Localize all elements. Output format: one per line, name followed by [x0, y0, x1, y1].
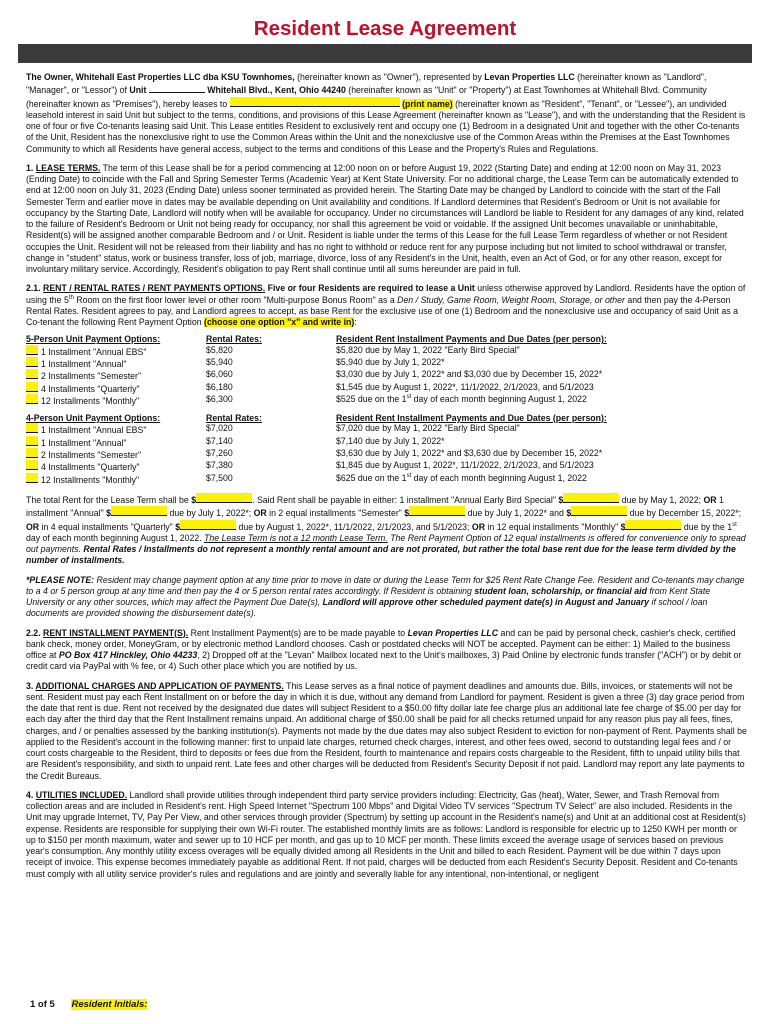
option-checkbox[interactable] [26, 369, 38, 379]
option-label: 1 Installment "Annual" [41, 437, 127, 448]
rate-cell: $7,500 [206, 472, 233, 483]
section-bold-text: Five or four Residents are required to lease a Unit [265, 283, 475, 294]
option-label: 4 Installments "Quarterly" [41, 383, 140, 394]
table-header: Resident Rent Installment Payments and Due Dates (per person): [336, 334, 607, 345]
table-row [26, 460, 748, 472]
section-2-1 [26, 283, 748, 328]
due-cell: $1,545 due by August 1, 2022*, 11/1/2022, 2/1/2023, and 5/1/2023 [336, 381, 594, 392]
table-row [26, 448, 748, 460]
due-text: $625 due on the 1 [336, 472, 407, 483]
rate-cell: $7,140 [206, 435, 233, 446]
superscript: st [406, 472, 412, 479]
option-checkbox[interactable] [26, 436, 38, 446]
section-body: and then pay the 4-Person Rental Rates. Resident agrees to pay, and Landlord agrees to accept, as base Rent for the exclusive use of one (1) Bedroom and the nonexclusive use and occupancy of said Unit as a Co-tenant the following Rent Payment Option [26, 294, 738, 327]
due-cell: $3,030 due by July 1, 2022* and $3,030 due by December 15, 2022* [336, 369, 603, 380]
rate-cell: $7,020 [206, 423, 233, 434]
landlord-name: Levan Properties LLC [484, 72, 575, 82]
option-checkbox[interactable] [26, 423, 38, 433]
table-row [26, 473, 748, 485]
total-text: in 12 equal installments "Monthly" [485, 521, 621, 532]
total-text: . Said Rent shall be payable in either: 1 installment "Annual Early Bird Special" [252, 495, 559, 506]
option-checkbox[interactable] [26, 357, 38, 367]
page-title: Resident Lease Agreement [253, 17, 517, 40]
option-checkbox[interactable] [26, 394, 38, 404]
total-text: due by the 1 [681, 521, 733, 532]
total-text: in 2 equal installments "Semester" [266, 508, 405, 519]
table-header: Rental Rates: [206, 334, 262, 345]
intro-paragraph [26, 72, 748, 155]
due-cell: $7,020 due by May 1, 2022 "Early Bird Special" [336, 423, 520, 434]
table-row [26, 357, 748, 369]
section-1 [26, 163, 748, 276]
section-heading: ADDITIONAL CHARGES AND APPLICATION OF PAYMENTS. [35, 680, 284, 691]
four-person-payment-table [26, 413, 748, 485]
due-cell: $7,140 due by July 1, 2022* [336, 435, 445, 446]
section-heading: RENT / RENTAL RATES / RENT PAYMENTS OPTIONS. [43, 283, 266, 294]
intro-text: (hereinafter known as "Resident", "Tenant", or "Lessee"), an undivided leasehold interest in said Unit but subject to the terms, conditions, and provisions of this Lease Agreement (hereinafter known as "Lease"), and with the understanding that the Resident is one of four or five Co-tenants leasing said Unit. This Lease entitles Resident to exclusively rent and occupy one (1) Bedroom in a designated Unit and together with the other Co-tenants of the Unit, Resident has the nonexclusive right to use the Common Areas within the Unit and the nonexclusive use of the Common Areas within the Premises at the East Townhomes Community to which all Residents have general access, subject to the terms and conditions of this Lease and the Property's Rules and Regulations. [26, 98, 746, 154]
section-number: 1. [26, 162, 36, 173]
table-header: 5-Person Unit Payment Options: [26, 334, 161, 345]
section-heading: UTILITIES INCLUDED. [35, 789, 128, 800]
or-label: OR [26, 521, 40, 532]
due-text: day of each month beginning August 1, 2022 [411, 394, 587, 405]
section-heading: RENT INSTALLMENT PAYMENT(S). [43, 627, 189, 638]
option-label: 2 Installments "Semester" [41, 371, 142, 382]
page-number: 1 of 5 [30, 999, 55, 1010]
section-body: Room on the first floor lower level or other room "Multi-purpose Bonus Room" as a [73, 294, 398, 305]
table-header-row [26, 413, 748, 423]
option-label: 12 Installments "Monthly" [41, 474, 140, 485]
semester-amount-2-field[interactable] [571, 506, 627, 516]
rate-cell: $6,060 [206, 369, 233, 380]
header-bar [18, 44, 752, 63]
total-text: day of each month beginning August 1, 2022. [26, 532, 205, 543]
section-body: and can be paid by personal check, cashier's check, certified bank check, money order, MoneyGram, or by electronic method Landlord chooses. Cash or postdated checks will NOT be accepted. Payment can be either: 1) Mailed to the business office at [26, 627, 736, 661]
option-checkbox[interactable] [26, 382, 38, 392]
section-number: 3. [26, 680, 36, 691]
option-label: 1 Installment "Annual EBS" [41, 346, 147, 357]
table-row [26, 369, 748, 381]
table-row [26, 436, 748, 448]
page-footer [30, 999, 147, 1010]
due-cell [336, 394, 748, 406]
option-label: 4 Installments "Quarterly" [41, 462, 140, 473]
superscript: st [732, 521, 737, 528]
option-label: 12 Installments "Monthly" [41, 396, 140, 407]
total-rent-field[interactable] [196, 493, 252, 503]
total-italic-text: The Rent Payment Option of 12 equal installments is offered for convenience only to spread out payments. [26, 532, 746, 555]
due-text: day of each month beginning August 1, 2022 [411, 472, 587, 483]
option-checkbox[interactable] [26, 473, 38, 483]
due-cell: $5,940 due by July 1, 2022* [336, 357, 445, 368]
section-body: , 2) Dropped off at the "Levan" Mailbox located next to the Unit's mailboxes, 3) Paid Online by electronic funds transfer ("ACH") or by debit or credit card via PayPal with % fee, or 4) Such other place which you are notified by us. [26, 650, 742, 672]
section-number: 2.2. [26, 627, 44, 638]
section-number: 2.1. [26, 283, 44, 294]
lease-body [26, 72, 748, 888]
note-bold-text: Landlord will approve other scheduled payment date(s) in August and January [322, 597, 650, 608]
rate-cell: $7,380 [206, 460, 233, 471]
mailing-address: PO Box 417 Hinckley, Ohio 44233 [58, 650, 198, 661]
payee-name: Levan Properties LLC [407, 627, 499, 638]
or-label: OR [471, 521, 486, 532]
table-header: Resident Rent Installment Payments and Due Dates (per person): [336, 412, 607, 423]
superscript: th [68, 294, 74, 301]
due-text: $525 due on the 1 [336, 394, 407, 405]
option-checkbox[interactable] [26, 345, 38, 355]
quarterly-amount-field[interactable] [180, 520, 236, 530]
due-cell: $1,845 due by August 1, 2022*, 11/1/2022, 2/1/2023, and 5/1/2023 [336, 460, 594, 471]
unit-number-field[interactable] [149, 83, 205, 93]
owner-name: The Owner, Whitehall East Properties LLC dba KSU Townhomes, [26, 72, 295, 82]
total-text: in 4 equal installments "Quarterly" [39, 521, 176, 532]
option-label: 2 Installments "Semester" [41, 449, 142, 460]
due-cell [336, 473, 748, 485]
section-italic-text: Den / Study, Game Room, Weight Room, Storage, or other [397, 294, 625, 305]
section-number: 4. [26, 789, 36, 800]
unit-label: Unit [129, 85, 147, 96]
table-row [26, 423, 748, 435]
lease-term-note: The Lease Term is not a 12 month Lease Term. [204, 532, 388, 543]
unit-address: Whitehall Blvd., Kent, Ohio 44240 [207, 85, 346, 96]
total-text: due by May 1, 2022; [619, 495, 704, 506]
note-bold-text: student loan, scholarship, or financial aid [474, 585, 647, 596]
note-text: if school / loan documents are provided showing the disbursement date(s). [26, 597, 708, 619]
intro-text: (hereinafter known as "Owner"), represented by [294, 72, 485, 82]
total-text: due by July 1, 2022*; [167, 508, 254, 519]
choose-option-instruction: (choose one option "x" and write in) [204, 317, 355, 327]
total-text: due by December 15, 2022*; [627, 508, 742, 519]
print-name-label: (print name) [402, 98, 453, 109]
option-checkbox[interactable] [26, 448, 38, 458]
resident-initials-field[interactable]: Resident Initials: [71, 999, 148, 1010]
table-row [26, 345, 748, 357]
total-text: The total Rent for the Lease Term shall be [26, 495, 192, 506]
section-body: Landlord shall provide utilities through independent third party service providers including: Electricity, Gas (heat), Water, Sewer, and Trash Removal from collection areas and are included in Resident's rent. High Speed Internet "Spectrum 100 Mbps" and Digital Video TV services "Spectrum TV Select" are also included. Residents in the Unit may upgrade Internet, TV, Pay Per View, and other services through provider (Spectrum) by setting up account in the Resident's name(s) and Unit at an additional cost at Resident(s) expense. Residents are responsible for supplying their own Wi-Fi router. The established monthly limits are as follows: Landlord is responsible for electric up to 1250 KWH per month or up to $150 per month maximum, water and sewer up to 10 HCF per month, and gas up to 10 MCF per month. These limits exceed the average usage of services based on previous year's consumption. Any monthly utility excess overages will be equally divided among all Residents in the Unit and billed to each Resident. Payment will be due within 7 days upon receipt of invoice. This expense becomes immediately payable as additional Rent. If not paid, charges will be deducted from each Resident's Security Deposit. Resident and Co-tenants must comply with all utility service provider's rules and regulations and are jointly and severally liable for any intentional, non-intentional, or negligent [26, 789, 746, 879]
due-cell: $5,820 due by May 1, 2022 "Early Bird Special" [336, 344, 520, 355]
rate-cell: $6,300 [206, 394, 233, 405]
or-label: OR [703, 495, 717, 506]
note-text: Resident may change payment option at any time prior to move in date or during the Lease Term for $25 Rent Rate Change Fee. Resident and Co-tenants may change to a 4 or 5 person group at any time and then pay the 4 or 5 person rental rates accordingly. If Resident is obtaining [26, 574, 745, 596]
total-text: 1 installment "Annual" [26, 495, 724, 519]
please-note-paragraph [26, 575, 748, 620]
table-row [26, 382, 748, 394]
punctuation: : [354, 317, 357, 327]
semester-amount-1-field[interactable] [409, 506, 465, 516]
intro-text: (hereinafter known as "Landlord", "Manager", or "Lessor") of [26, 72, 707, 96]
ebs-amount-field[interactable] [563, 493, 619, 503]
rate-cell: $6,180 [206, 381, 233, 392]
section-3 [26, 681, 748, 782]
section-2-2 [26, 628, 748, 673]
table-header: 4-Person Unit Payment Options: [26, 412, 161, 423]
total-text: due by July 1, 2022* and [465, 508, 567, 519]
superscript: st [406, 394, 412, 401]
five-person-payment-table [26, 334, 748, 406]
total-rent-paragraph: The total Rent for the Lease Term shall be $ . Said Rent shall be payable in either: 1 installment "Annual Early Bird Special" $ due by May 1, 2022; OR 1 installment "Annual" $ due by July 1, 2022*; OR in 2 equal installments "Semester" $ due by July 1, 2022* and $ due by December 15, 2022*; OR in 4 equal installments "Quarterly" $ due by August 1, 2022*, 11/1/2022, 2/1/2023, and 5/1/2023; OR in 12 equal installments "Monthly" $ due by the 1st day of each month beginning August 1, 2022. The Lease Term is not a 12 month Lease Term. The Rent Payment Option of 12 equal installments is offered for convenience only to spread out payments. Rental Rates / Installments do not represent a monthly rental amount and are not prorated, but rather the total base rent due for the lease term divided by the number of installments. [26, 495, 746, 566]
or-label: OR [253, 508, 267, 519]
total-text: due by August 1, 2022*, 11/1/2022, 2/1/2023, and 5/1/2023; [236, 521, 472, 532]
section-body: Rent Installment Payment(s) are to be made payable to [188, 627, 408, 638]
rate-cell: $5,820 [206, 344, 233, 355]
total-bold-italic-text: Rental Rates / Installments do not represent a monthly rental amount and are not prorated, but rather the total base rent due for the lease term divided by the number of installments. [26, 544, 736, 566]
option-label: 1 Installment "Annual" [41, 359, 127, 370]
option-checkbox[interactable] [26, 460, 38, 470]
note-text: from Kent State University or any other sources, which may affect the Payment Due Date(s), [26, 585, 711, 608]
section-body: This Lease serves as a final notice of payment deadlines and amounts due. Bills, invoices, or statements will not be sent. Resident must pay each Rent Installment on or before the day in which it is due, without any demand from Landlord for payment. Resident is given a three (3) day grace period from the date that rent is due. Rent not received by the designated due dates will subject Resident to a $50.00 fifty dollar late fee charge plus an additional late fee charge of $5.00 per day for each day after the third day that the Rent Installment remains unpaid. An additional charge of $50.00 shall be paid for all checks returned unpaid for any reason plus pay all fees, fines, charges, and / or penalties assessed by the banking institution(s). Payments not made by the due dates may also subject Resident to eviction for non-payment of Rent. Payments shall be applied to the Resident's account in the following manner: first to unpaid late charges, returned check charges, interest, and other fees owed, second to outstanding legal fees and / or court costs chargeable to the Resident, third to deposits or fees due from the Resident, fourth to maintenance and repairs costs chargeable to the Resident, fifth to unpaid utility bills that are Resident's responsibility, and sixth to unpaid rent. Late fees and other charges will be deducted from Resident's Security Deposit if not paid. Landlord may report any late payments to the Credit Bureaus. [26, 680, 747, 781]
rate-cell: $7,260 [206, 447, 233, 458]
section-body: unless otherwise approved by Landlord. Residents have the option of using the 5 [26, 283, 746, 305]
section-heading: LEASE TERMS. [35, 162, 101, 173]
monthly-amount-field[interactable] [625, 520, 681, 530]
section-4 [26, 790, 748, 880]
rate-cell: $5,940 [206, 357, 233, 368]
intro-text: (hereinafter known as "Unit" or "Property") at East Townhomes at Whitehall Blvd. Community (hereinafter known as "Premises"), hereby leases to [26, 85, 707, 109]
note-label: *PLEASE NOTE: [26, 574, 95, 585]
table-header-row [26, 334, 748, 344]
option-label: 1 Installment "Annual EBS" [41, 425, 147, 436]
annual-amount-field[interactable] [111, 506, 167, 516]
table-row [26, 394, 748, 406]
due-cell: $3,630 due by July 1, 2022* and $3,630 due by December 15, 2022* [336, 447, 603, 458]
table-header: Rental Rates: [206, 412, 262, 423]
resident-name-field[interactable] [230, 97, 400, 107]
section-body: The term of this Lease shall be for a period commencing at 12:00 noon on or before August 19, 2022 (Starting Date) and ending at 12:00 noon on May 31, 2023 (Ending Date) to coincide with the Fall and Spring Semester Terms (Academic Year) at Kent State University. For no additional charge, the Lease Term can be automatically extended to end at 12:00 noon on July 31, 2023 (Ending Date) unless sooner terminated as provided herein. The Starting Date may be changed by Landlord to coincide with the start of the Fall Semester Term and earlier move in dates may be available depending on Unit availability and conditions. If Landlord determines that Resident's Bedroom or Unit is not available for occupancy by the Starting Date, Landlord will notify when will be available for occupancy. Under no circumstances will Landlord be liable to Resident for any damages of any kind, related to the failure of Resident's Bedroom or Unit not being ready for occupancy, nor shall this agreement be void or voidable. If the assigned Unit becomes unavailable or uninhabitable, Resident(s) will be assigned another comparable Bedroom and / or Unit. Resident is liable under the terms of this Lease for the full Lease Term regardless of whether or not Resident occupies the Unit. Resident will not be released from their liability and has no right to withhold or reduce rent for any purpose including but not limited to school withdrawal or transfer, change in "student" status, work or business transfer, loss of job, marriage, divorce, loss of any Resident's in the Unit, health, even an Act of God, or for any other reason, except for involuntary military service. Accordingly, Resident's obligation to pay Rent shall continue until all sums hereunder are paid in full. [26, 162, 744, 274]
